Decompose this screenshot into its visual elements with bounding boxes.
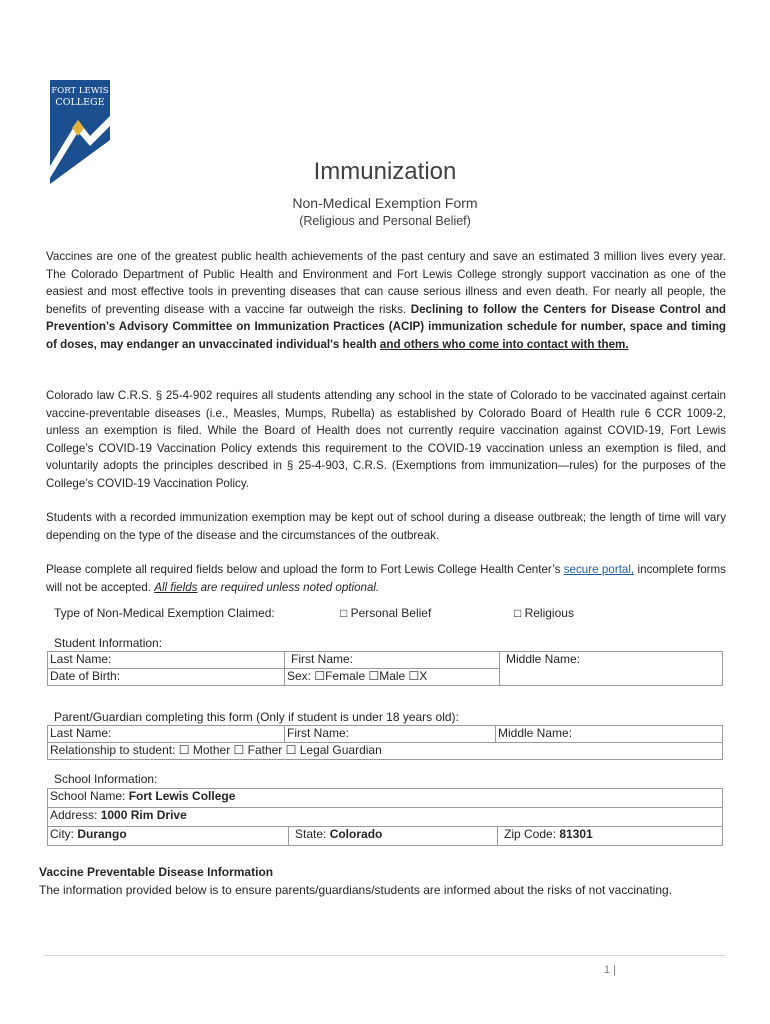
student-last-name-field[interactable]: Last Name:: [48, 652, 285, 669]
school-zip-field: Zip Code: 81301: [498, 827, 723, 846]
guardian-info-table: [47, 725, 723, 760]
intro-paragraph-1: Vaccines are one of the greatest public health achievements of the past century and save an estimated 3 million lives every year. The Colorado Department of Public Health and Environment and Fort Lewis College strongly support vaccination as one of the easiest and most effective tools in preventing diseases that can cause serious illness and even death. For nearly all people, the benefits of preventing disease with a vaccine far outweigh the risks. Declining to follow the Centers for Disease Control and Prevention’s Advisory Committee on Immunization Practices (ACIP) immunization schedule for number, space and timing of doses, may endanger an unvaccinated individual's health and others who come into contact with them.: [46, 250, 726, 351]
guardian-first-name-field[interactable]: First Name:: [285, 726, 496, 743]
secure-portal-link[interactable]: secure portal,: [563, 563, 635, 576]
student-info-table: [47, 651, 723, 686]
logo-line2: COLLEGE: [55, 97, 105, 108]
student-middle-name-field[interactable]: Middle Name:: [500, 652, 723, 686]
guardian-last-name-field[interactable]: Last Name:: [48, 726, 285, 743]
form-subtitle-note: (Religious and Personal Belief): [299, 214, 471, 228]
vpd-text: The information provided below is to ensure parents/guardians/students are informed about the risks of not vaccinating.: [39, 883, 673, 897]
school-state-field: State: Colorado: [289, 827, 498, 846]
guardian-relationship-field[interactable]: Relationship to student: ☐ Mother ☐ Father ☐ Legal Guardian: [48, 743, 723, 760]
religious-checkbox[interactable]: □ Religious: [514, 606, 574, 620]
form-subtitle: Non-Medical Exemption Form: [292, 195, 478, 211]
student-info-heading: Student Information:: [54, 636, 163, 650]
logo-line1: FORT LEWIS: [51, 86, 109, 96]
student-sex-field[interactable]: Sex: ☐Female ☐Male ☐X: [285, 669, 500, 686]
exemption-type-label: Type of Non-Medical Exemption Claimed:: [54, 606, 275, 620]
school-city-field: City: Durango: [48, 827, 289, 846]
student-dob-field[interactable]: Date of Birth:: [48, 669, 285, 686]
page-number: 1 |: [604, 964, 617, 976]
school-address-field: Address: 1000 Rim Drive: [48, 808, 723, 827]
student-first-name-field[interactable]: First Name:: [285, 652, 500, 669]
vpd-heading: Vaccine Preventable Disease Information: [39, 865, 274, 879]
personal-belief-checkbox[interactable]: □ Personal Belief: [340, 606, 432, 620]
instructions-paragraph: Please complete all required fields below and upload the form to Fort Lewis College Health Center’s secure portal, incomplete forms will not be accepted. All fields are required unless noted optional.: [46, 563, 726, 594]
footer-divider: [44, 955, 726, 956]
school-name-field: School Name: Fort Lewis College: [48, 789, 723, 808]
guardian-middle-name-field[interactable]: Middle Name:: [496, 726, 723, 743]
page-title: Immunization: [313, 158, 457, 185]
school-info-heading: School Information:: [54, 772, 158, 786]
intro-paragraph-2: Colorado law C.R.S. § 25-4-902 requires all students attending any school in the state of Colorado to be vaccinated against certain vaccine-preventable diseases (i.e., Measles, Mumps, Rubella) as established by Colorado Board of Health rule 6 CCR 1009-2, unless an exemption is filed. While the Board of Health does not currently require vaccination against COVID-19, Fort Lewis College’s COVID-19 Vaccination Policy extends this requirement to the COVID-19 vaccination unless an exemption is filed, and voluntarily adopts the principles described in § 25-4-903, C.R.S. (Exemptions from immunization—rules) for the purposes of the College’s COVID-19 Vaccination Policy.: [46, 389, 726, 490]
guardian-info-heading: Parent/Guardian completing this form (Only if student is under 18 years old):: [54, 710, 459, 724]
intro-paragraph-3: Students with a recorded immunization exemption may be kept out of school during a disease outbreak; the length of time will vary depending on the type of the disease and the circumstances of the outbreak.: [46, 511, 726, 542]
school-info-table: [47, 788, 723, 846]
